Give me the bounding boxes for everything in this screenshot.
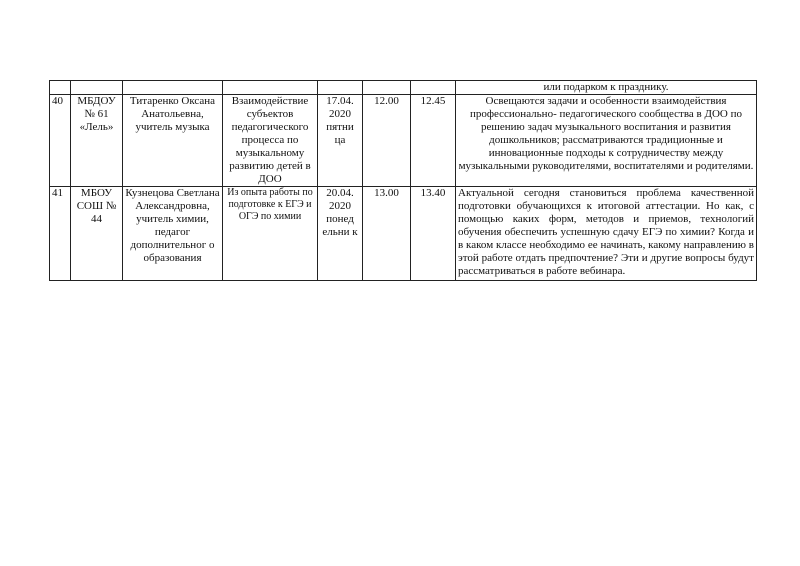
cell-description: Актуальной сегодня становиться проблема качественной подготовки обучающихся к итоговой аттестации. Но как, с помощью каких форм, методов и приемов, технологий обучения обеспечить успешную сдачу ЕГЭ по химии? Когда и в каком классе необходимо ее начинать, какому направлению в этой работе отдать предпочтение? Эти и другие вопросы будут рассматриваться в работе вебинара.	[456, 187, 757, 281]
cell-date: 17.04. 2020 пятни ца	[318, 95, 363, 187]
table-row	[50, 187, 757, 281]
cell-institution: МБОУ СОШ № 44	[71, 187, 123, 281]
table-row	[50, 95, 757, 187]
cell-date: 20.04. 2020 понед ельни к	[318, 187, 363, 281]
cell-number: 41	[50, 187, 71, 281]
cell-description: Освещаются задачи и особенности взаимодействия профессионально- педагогического сообщества в ДОО по решению задач музыкального воспитания и развития дошкольников; рассматриваются традиционные и инновационные подходы к сотрудничеству между музыкальными руководителями, воспитателями и родителями.	[456, 95, 757, 187]
cell-speaker: Кузнецова Светлана Александровна, учитель химии, педагог дополнительног о образования	[123, 187, 223, 281]
cell-empty	[50, 81, 71, 95]
table-row-continuation	[50, 81, 757, 95]
cell-empty	[411, 81, 456, 95]
cell-end-time: 12.45	[411, 95, 456, 187]
cell-start-time: 13.00	[363, 187, 411, 281]
cell-empty	[318, 81, 363, 95]
cell-end-time: 13.40	[411, 187, 456, 281]
cell-empty	[71, 81, 123, 95]
cell-start-time: 12.00	[363, 95, 411, 187]
cell-empty	[363, 81, 411, 95]
cell-topic: Взаимодействие субъектов педагогического процесса по музыкальному развитию детей в ДОО	[223, 95, 318, 187]
cell-number: 40	[50, 95, 71, 187]
webinar-schedule-table	[49, 80, 757, 281]
cell-institution: МБДОУ № 61 «Лель»	[71, 95, 123, 187]
cell-empty	[223, 81, 318, 95]
cell-topic: Из опыта работы по подготовке к ЕГЭ и ОГЭ по химии	[223, 187, 318, 281]
cell-empty	[123, 81, 223, 95]
cell-speaker: Титаренко Оксана Анатольевна, учитель музыка	[123, 95, 223, 187]
cell-description: или подарком к празднику.	[456, 81, 757, 95]
